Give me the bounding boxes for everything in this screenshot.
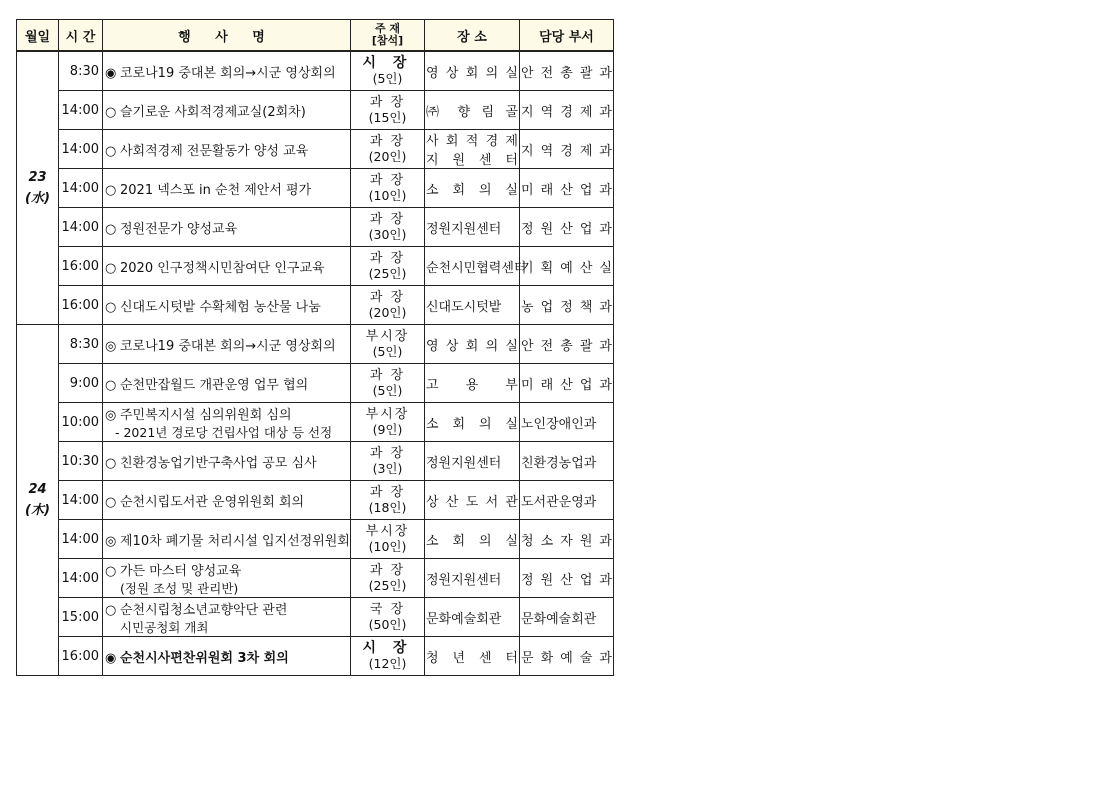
place-name: 소 회 의 실 [426, 416, 518, 432]
header-place: 장 소 [425, 20, 520, 52]
header-host-line2: [참석] [371, 34, 404, 47]
host-role: 국 장 [369, 602, 406, 617]
importance-mark-icon: ◎ [105, 407, 117, 423]
host-role: 과 장 [369, 134, 406, 149]
time-cell: 10:30 [59, 442, 103, 481]
event-name: 2020 인구정책시민참여단 인구교육 [120, 260, 325, 276]
event-subtitle: 시민공청회 개최 [120, 619, 209, 635]
time-cell: 14:00 [59, 169, 103, 208]
host-cell [351, 403, 425, 442]
time-cell: 16:00 [59, 637, 103, 676]
event-name: 정원전문가 양성교육 [120, 221, 238, 237]
importance-mark-icon: ○ [105, 377, 117, 393]
attendee-count: (10인) [368, 539, 407, 554]
place-name: 소 회 의 실 [426, 182, 518, 198]
event-name: 제10차 폐기물 처리시설 입지선정위원회 [120, 533, 350, 549]
schedule-row [17, 403, 614, 442]
host-cell [351, 130, 425, 169]
importance-mark-icon: ○ [105, 182, 117, 198]
importance-mark-icon: ○ [105, 260, 117, 276]
event-cell [103, 169, 351, 208]
event-cell [103, 637, 351, 676]
host-cell [351, 325, 425, 364]
host-cell [351, 559, 425, 598]
attendee-count: (18인) [368, 500, 407, 515]
dept-cell: 정 원 산 업 과 [520, 208, 614, 247]
schedule-body [17, 51, 614, 676]
event-subtitle: - 2021년 경로당 건립사업 대상 등 선정 [115, 424, 333, 440]
place-name: 청 년 센 터 [426, 650, 518, 666]
event-name: 순천시사편찬위원회 3차 회의 [120, 650, 289, 666]
schedule-row [17, 51, 614, 91]
event-name: 사회적경제 전문활동가 양성 교육 [120, 143, 309, 159]
place-name: 소 회 의 실 [426, 533, 518, 549]
importance-mark-icon: ○ [105, 563, 117, 579]
host-cell [351, 91, 425, 130]
time-cell: 14:00 [59, 208, 103, 247]
time-cell: 14:00 [59, 130, 103, 169]
place-cell [425, 286, 520, 325]
place-name: 상 산 도 서 관 [426, 494, 518, 510]
event-cell [103, 442, 351, 481]
header-day: 월일 [17, 20, 59, 52]
importance-mark-icon: ○ [105, 143, 117, 159]
dept-cell: 친환경농업과 [520, 442, 614, 481]
event-name: 가든 마스터 양성교육 [120, 563, 242, 579]
importance-mark-icon: ○ [105, 221, 117, 237]
host-role: 과 장 [369, 95, 406, 110]
dept-cell: 지 역 경 제 과 [520, 130, 614, 169]
host-role: 과 장 [369, 368, 406, 383]
place-cell [425, 91, 520, 130]
event-cell [103, 559, 351, 598]
header-dept: 담당 부서 [520, 20, 614, 52]
event-cell [103, 130, 351, 169]
schedule-row [17, 481, 614, 520]
place-cell [425, 169, 520, 208]
host-cell [351, 520, 425, 559]
host-cell [351, 51, 425, 91]
attendee-count: (25인) [368, 578, 407, 593]
attendee-count: (25인) [368, 266, 407, 281]
place-name: 사 회 적 경 제 [426, 134, 518, 149]
event-name: 주민복지시설 심의위원회 심의 [120, 407, 292, 423]
attendee-count: (10인) [368, 188, 407, 203]
place-cell [425, 442, 520, 481]
time-cell: 14:00 [59, 520, 103, 559]
dept-cell: 안 전 총 괄 과 [520, 51, 614, 91]
dept-cell: 안 전 총 괄 과 [520, 325, 614, 364]
attendee-count: (50인) [368, 617, 407, 632]
place-cell [425, 208, 520, 247]
host-role: 시 장 [362, 55, 413, 71]
event-cell [103, 325, 351, 364]
attendee-count: (12인) [368, 656, 407, 671]
date-number: 23 [28, 170, 47, 185]
place-cell [425, 559, 520, 598]
host-role: 과 장 [369, 290, 406, 305]
host-cell [351, 208, 425, 247]
time-cell: 15:00 [59, 598, 103, 637]
host-cell [351, 286, 425, 325]
time-cell: 8:30 [59, 325, 103, 364]
attendee-count: (9인) [372, 422, 403, 437]
event-cell [103, 520, 351, 559]
event-cell [103, 91, 351, 130]
event-name: 순천시립청소년교향악단 관련 [120, 602, 288, 618]
event-cell [103, 598, 351, 637]
schedule-row [17, 208, 614, 247]
importance-mark-icon: ○ [105, 494, 117, 510]
place-cell [425, 51, 520, 91]
event-cell [103, 481, 351, 520]
time-cell: 9:00 [59, 364, 103, 403]
time-cell: 10:00 [59, 403, 103, 442]
attendee-count: (5인) [372, 71, 403, 86]
schedule-row [17, 130, 614, 169]
host-role: 부시장 [365, 407, 410, 422]
place-name: 고 용 부 [426, 377, 518, 393]
host-role: 과 장 [369, 251, 406, 266]
attendee-count: (30인) [368, 227, 407, 242]
place-cell [425, 520, 520, 559]
event-name: 코로나19 중대본 회의→시군 영상회의 [120, 65, 336, 81]
date-cell [17, 51, 59, 325]
time-cell: 8:30 [59, 51, 103, 91]
schedule-row [17, 442, 614, 481]
event-cell [103, 364, 351, 403]
time-cell: 14:00 [59, 91, 103, 130]
schedule-row [17, 559, 614, 598]
dept-cell: 정 원 산 업 과 [520, 559, 614, 598]
host-role: 과 장 [369, 173, 406, 188]
place-cell [425, 247, 527, 286]
place-cell [425, 598, 520, 637]
host-role: 과 장 [369, 446, 406, 461]
attendee-count: (5인) [372, 383, 403, 398]
schedule-row [17, 364, 614, 403]
dept-cell: 문화예술회관 [520, 598, 614, 637]
attendee-count: (5인) [372, 344, 403, 359]
attendee-count: (15인) [368, 110, 407, 125]
dept-cell: 미 래 산 업 과 [520, 364, 614, 403]
place-name: 정원지원센터 [426, 455, 502, 471]
importance-mark-icon: ◉ [105, 650, 117, 666]
importance-mark-icon: ◉ [105, 65, 117, 81]
place-cell [425, 364, 520, 403]
date-number: 24 [28, 482, 47, 497]
importance-mark-icon: ◎ [105, 533, 117, 549]
header-row [17, 20, 614, 52]
dept-cell: 문 화 예 술 과 [520, 637, 614, 676]
schedule-row [17, 169, 614, 208]
time-cell: 14:00 [59, 481, 103, 520]
dept-cell: 미 래 산 업 과 [520, 169, 614, 208]
place-cell [425, 637, 520, 676]
host-cell [351, 598, 425, 637]
place-name-line2: 지 원 센 터 [426, 153, 518, 168]
event-cell [103, 286, 351, 325]
header-host-line1: 주 재 [374, 22, 401, 35]
header-host [351, 20, 425, 52]
host-cell [351, 637, 425, 676]
place-name: 신대도시텃밭 [426, 299, 502, 315]
place-name: 정원지원센터 [426, 221, 502, 237]
event-cell [103, 247, 351, 286]
importance-mark-icon: ○ [105, 602, 117, 618]
event-name: 친환경농업기반구축사업 공모 심사 [120, 455, 317, 471]
dept-cell: 지 역 경 제 과 [520, 91, 614, 130]
event-cell [103, 51, 351, 91]
dept-cell: 기 획 예 산 실 [520, 247, 614, 286]
schedule-row [17, 91, 614, 130]
schedule-table [16, 19, 614, 676]
schedule-row [17, 286, 614, 325]
dept-cell: 노인장애인과 [520, 403, 614, 442]
host-role: 시 장 [362, 640, 413, 656]
schedule-row [17, 637, 614, 676]
importance-mark-icon: ○ [105, 299, 117, 315]
event-name: 코로나19 중대본 회의→시군 영상회의 [120, 338, 336, 354]
weekday: (木) [25, 503, 50, 518]
header-time: 시 간 [59, 20, 103, 52]
weekday: (水) [25, 191, 50, 206]
host-cell [351, 481, 425, 520]
time-cell: 14:00 [59, 559, 103, 598]
dept-cell: 도서관운영과 [520, 481, 614, 520]
place-name: 영 상 회 의 실 [426, 65, 518, 81]
event-cell [103, 208, 351, 247]
host-cell [351, 169, 425, 208]
dept-cell: 청 소 자 원 과 [520, 520, 614, 559]
place-name: ㈜ 향 림 골 [426, 104, 518, 120]
event-name: 2021 넥스포 in 순천 제안서 평가 [120, 182, 312, 198]
time-cell: 16:00 [59, 247, 103, 286]
host-role: 과 장 [369, 212, 406, 227]
place-name: 영 상 회 의 실 [426, 338, 518, 354]
time-cell: 16:00 [59, 286, 103, 325]
attendee-count: (20인) [368, 305, 407, 320]
place-cell [425, 403, 520, 442]
event-name: 신대도시텃밭 수확체험 농산물 나눔 [120, 299, 321, 315]
place-cell [425, 481, 520, 520]
host-cell [351, 442, 425, 481]
importance-mark-icon: ○ [105, 104, 117, 120]
event-cell [103, 403, 351, 442]
place-cell [425, 325, 520, 364]
place-cell [425, 130, 520, 169]
place-name: 정원지원센터 [426, 572, 502, 588]
schedule-row [17, 598, 614, 637]
host-role: 부시장 [365, 524, 410, 539]
place-name: 문화예술회관 [426, 611, 502, 627]
event-name: 순천만잡월드 개관운영 업무 협의 [120, 377, 309, 393]
header-event: 행 사 명 [103, 20, 351, 52]
place-name: 순천시민협력센터 [426, 260, 527, 276]
event-name: 순천시립도서관 운영위원회 회의 [120, 494, 305, 510]
host-role: 과 장 [369, 563, 406, 578]
attendee-count: (20인) [368, 149, 407, 164]
event-subtitle: (정원 조성 및 관리반) [120, 580, 239, 596]
host-role: 부시장 [365, 329, 410, 344]
host-cell [351, 364, 425, 403]
importance-mark-icon: ○ [105, 455, 117, 471]
event-name: 슬기로운 사회적경제교실(2회차) [120, 104, 306, 120]
schedule-row [17, 520, 614, 559]
date-cell [17, 325, 59, 676]
dept-cell: 농 업 정 책 과 [520, 286, 614, 325]
schedule-row [17, 325, 614, 364]
importance-mark-icon: ◎ [105, 338, 117, 354]
host-cell [351, 247, 425, 286]
attendee-count: (3인) [372, 461, 403, 476]
host-role: 과 장 [369, 485, 406, 500]
schedule-row [17, 247, 614, 286]
